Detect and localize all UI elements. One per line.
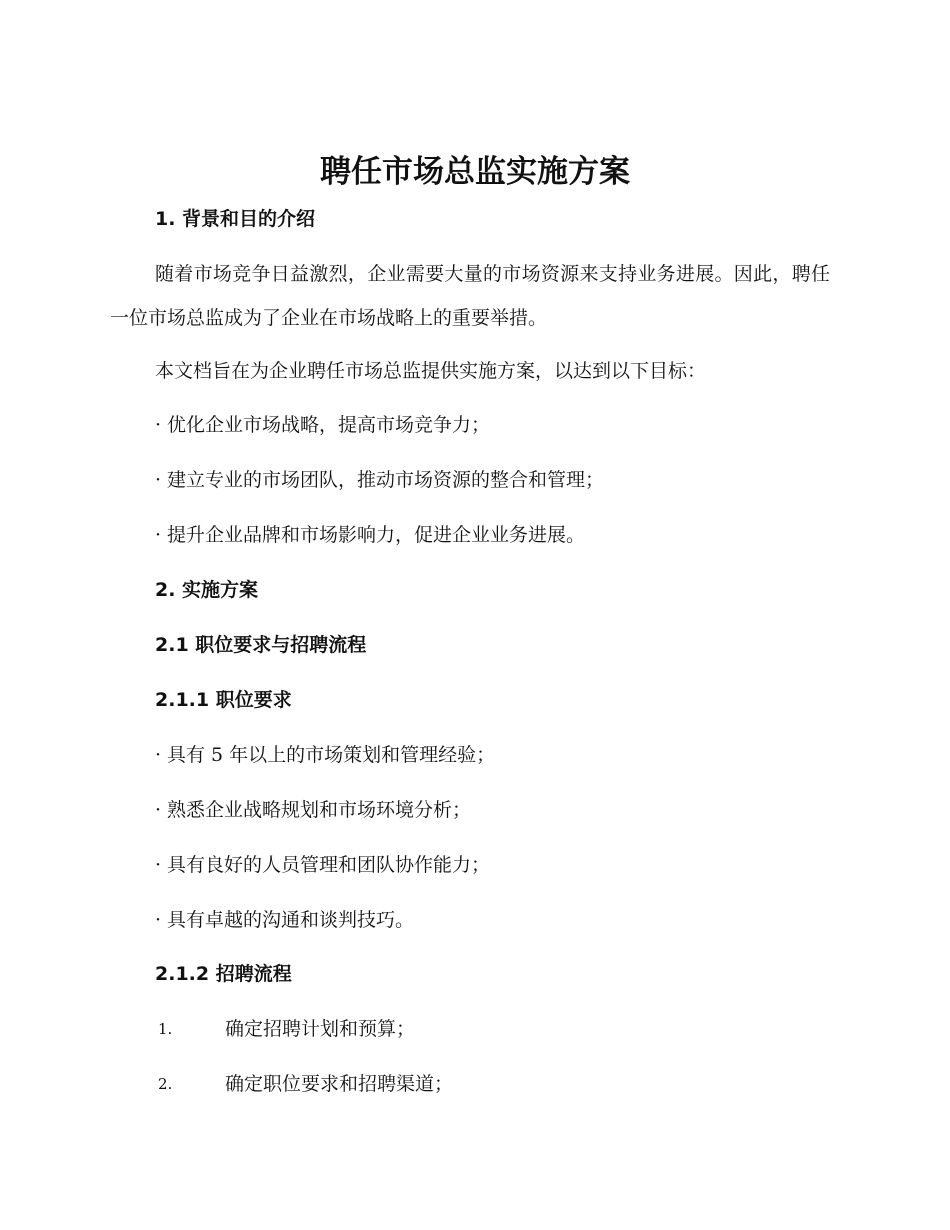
document-title: 聘任市场总监实施方案 — [320, 154, 630, 190]
subsection-heading-requirements-process: 2.1 职位要求与招聘流程 — [155, 634, 367, 656]
subsection-heading-recruitment-process: 2.1.2 招聘流程 — [155, 963, 292, 985]
section-heading-background: 1. 背景和目的介绍 — [155, 208, 316, 230]
list-item: · 具有 5 年以上的市场策划和管理经验； — [155, 741, 495, 769]
bullet-icon: · — [155, 524, 162, 546]
paragraph-background: 随着市场竞争日益激烈，企业需要大量的市场资源来支持业务进展。因此，聘任一位市场总监成为了企业在市场战略上的重要举措。 — [110, 263, 830, 329]
paragraph-objectives-intro: 本文档旨在为企业聘任市场总监提供实施方案，以达到以下目标： — [155, 360, 707, 382]
list-number: 2. — [158, 1075, 173, 1093]
list-item: · 建立专业的市场团队，推动市场资源的整合和管理； — [155, 466, 604, 494]
section-heading-plan: 2. 实施方案 — [155, 579, 259, 601]
list-item: · 熟悉企业战略规划和市场环境分析； — [155, 796, 471, 824]
bullet-icon: · — [155, 909, 162, 931]
subsection-heading-requirements: 2.1.1 职位要求 — [155, 689, 292, 711]
bullet-icon: · — [155, 799, 162, 821]
list-item-text: 确定职位要求和招聘渠道； — [225, 1073, 454, 1095]
bullet-icon: · — [155, 744, 162, 766]
bullet-icon: · — [155, 469, 162, 491]
bullet-icon: · — [155, 414, 162, 436]
list-item: · 提升企业品牌和市场影响力，促进企业业务进展。 — [155, 521, 585, 549]
list-item: · 优化企业市场战略，提高市场竞争力； — [155, 411, 490, 439]
list-item: · 具有良好的人员管理和团队协作能力； — [155, 851, 490, 879]
list-item-text: 确定招聘计划和预算； — [225, 1018, 416, 1040]
bullet-icon: · — [155, 854, 162, 876]
list-number: 1. — [158, 1020, 173, 1038]
list-item: · 具有卓越的沟通和谈判技巧。 — [155, 906, 414, 934]
